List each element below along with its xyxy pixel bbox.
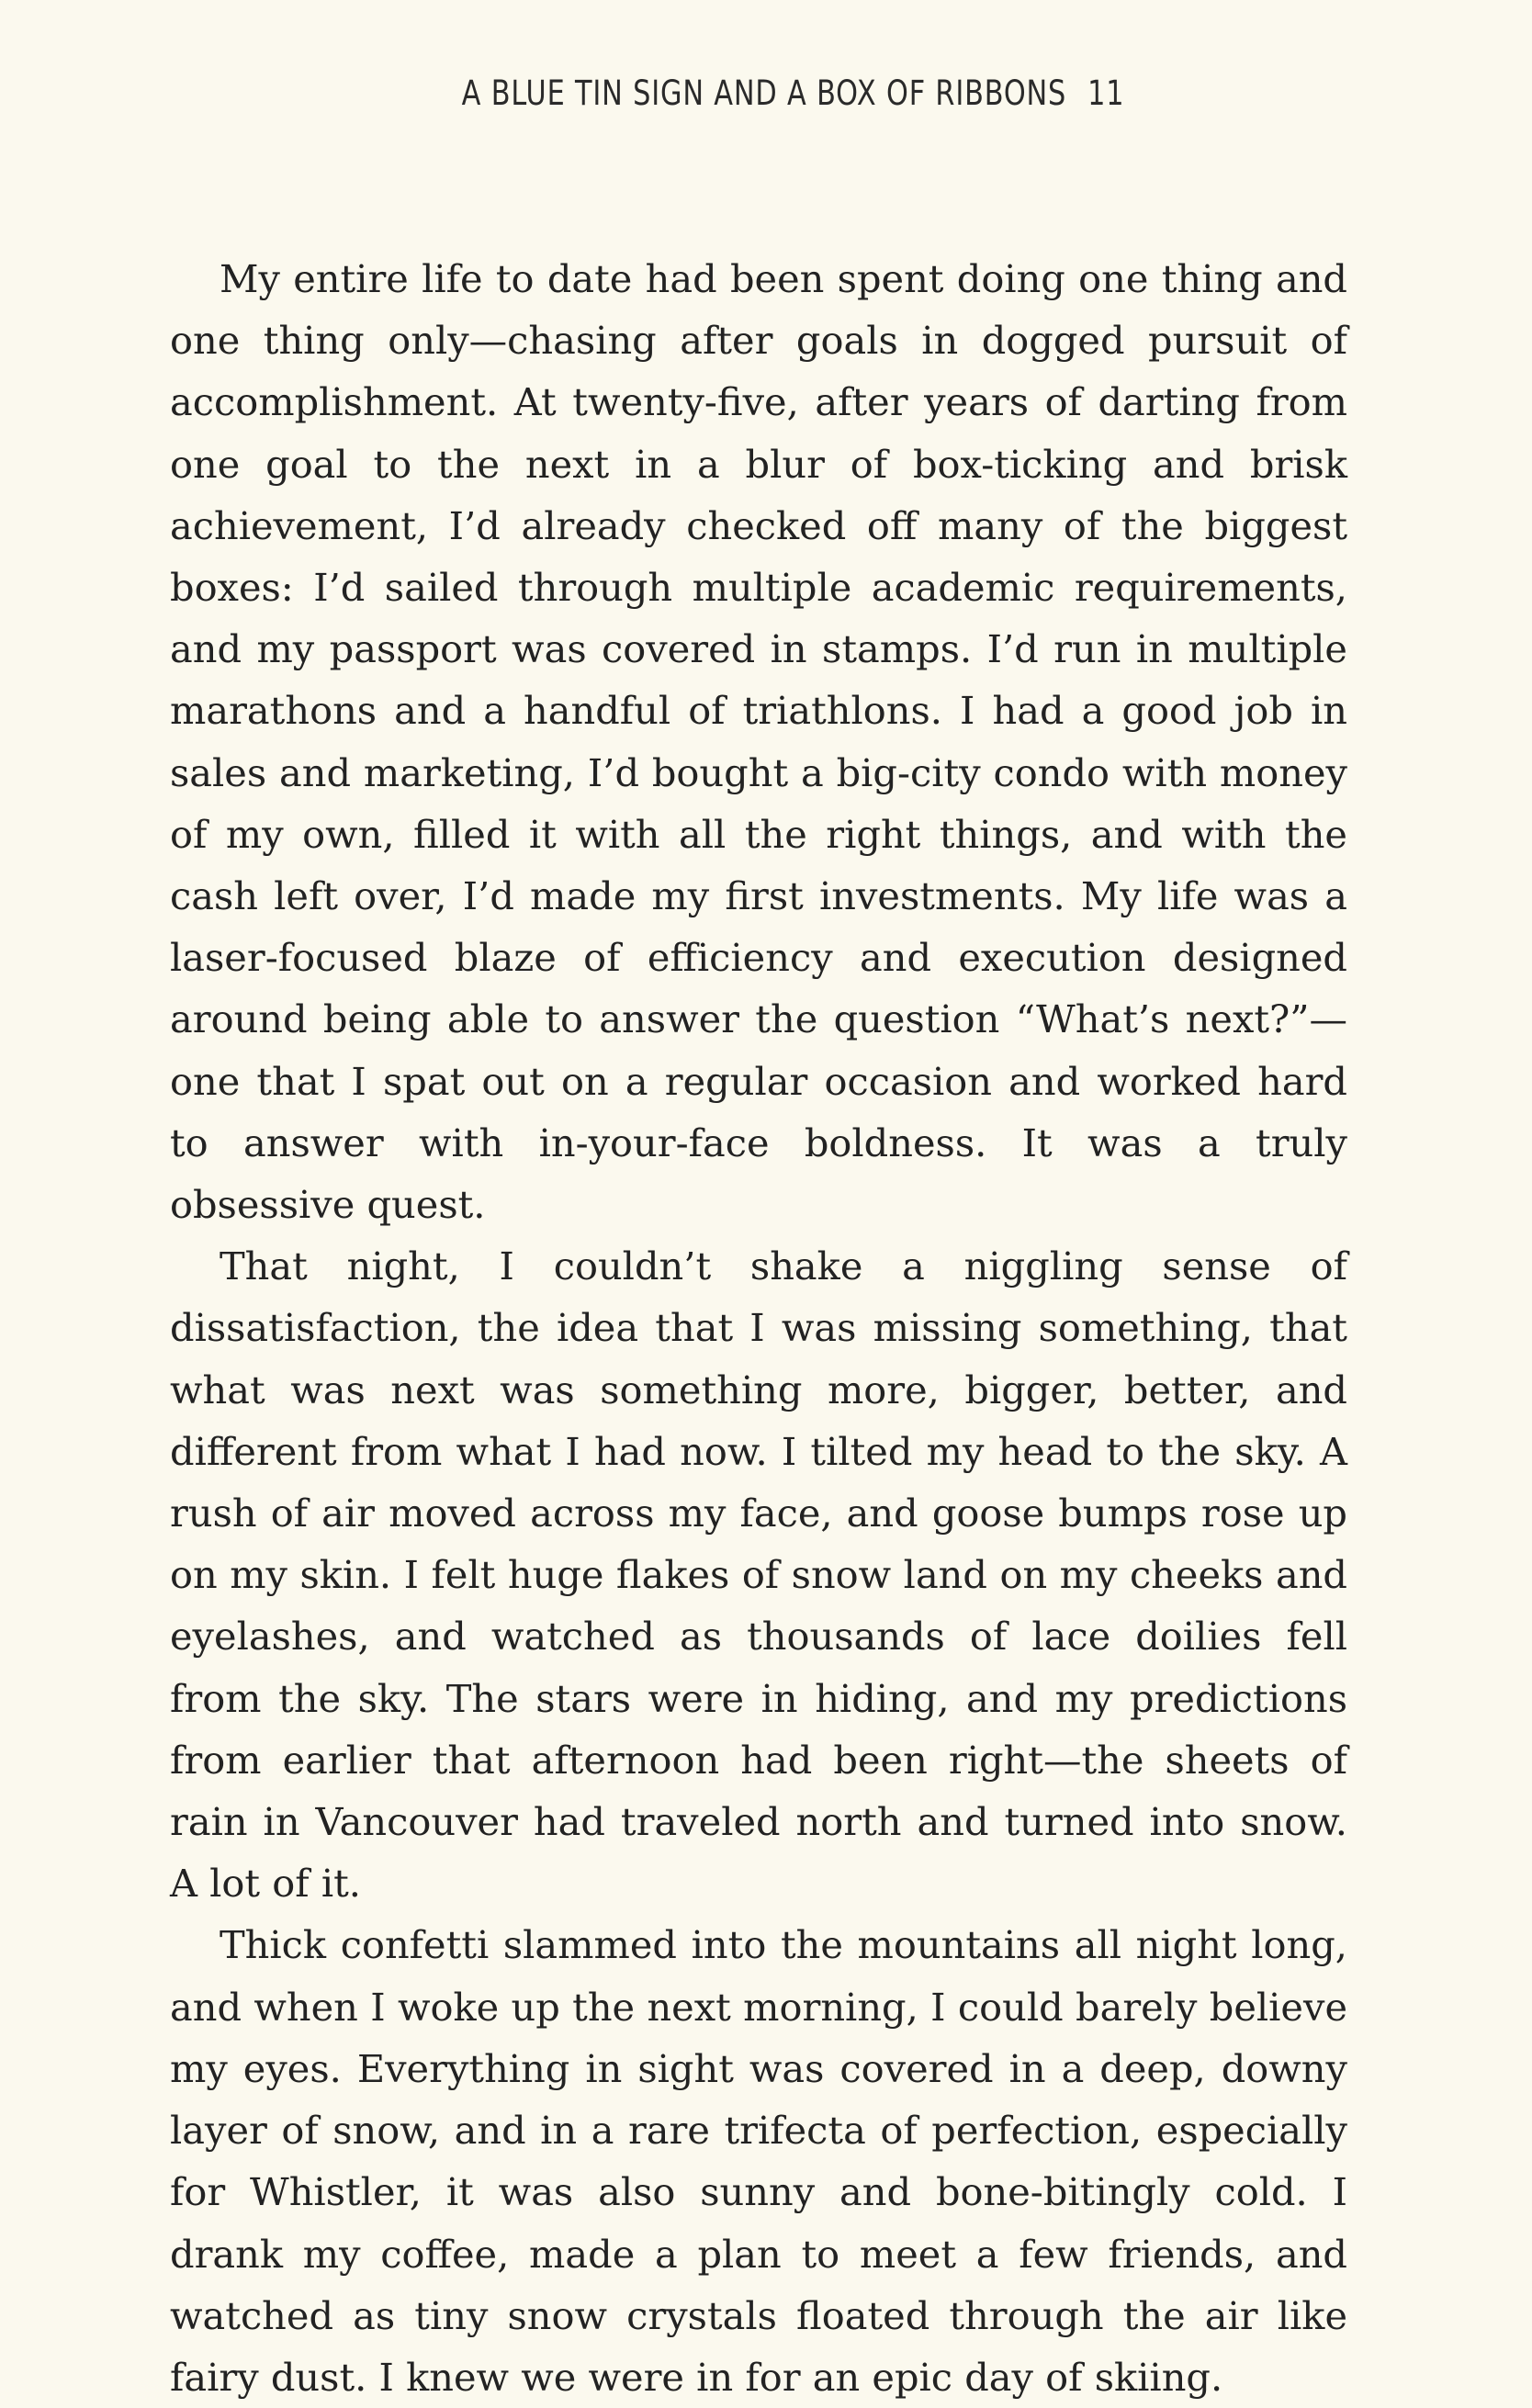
paragraph-3: Thick confetti slammed into the mountains all night long, and when I woke up the next morning, I could barely believe my eyes. Everything in sight was covered in a deep, downy layer of snow, and in a rare trifecta of perfection, especially for Whistler, it was also sunny and bone-bitingly cold. I drank my coffee, made a plan to meet a few friends, and watched as tiny snow crystals floated through the air like fairy dust. I knew we were in for an epic day of skiing.: [170, 1922, 1347, 2400]
chapter-title: A BLUE TIN SIGN AND A BOX OF RIBBONS: [461, 73, 1067, 113]
running-header: [138, 73, 1394, 113]
paragraph-1: My entire life to date had been spent doing one thing and one thing only—chasing after goals in dogged pursuit of accomplishment. At twenty-five, after years of darting from one goal to the next in a blur of box-ticking and brisk achievement, I’d already checked off many of the biggest boxes: I’d sailed through multiple academic requirements, and my passport was covered in stamps. I’d run in multiple marathons and a handful of triathlons. I had a good job in sales and marketing, I’d bought a big-city condo with money of my own, filled it with all the right things, and with the cash left over, I’d made my first investments. My life was a laser-focused blaze of efficiency and execution designed around being able to answer the question “What’s next?”—one that I spat out on a regular occasion and worked hard to answer with in-your-face boldness. It was a truly obsessive quest.: [170, 256, 1347, 1228]
paragraph-2: That night, I couldn’t shake a niggling sense of dissatisfaction, the idea that I was missing something, that what was next was something more, bigger, better, and different from what I had now. I tilted my head to the sky. A rush of air moved across my face, and goose bumps rose up on my skin. I felt huge flakes of snow land on my cheeks and eyelashes, and watched as thousands of lace doilies fell from the sky. The stars were in hiding, and my predictions from earlier that afternoon had been right—the sheets of rain in Vancouver had traveled north and turned into snow. A lot of it.: [170, 1243, 1347, 1907]
body-text: [170, 248, 1347, 2408]
page-number: 11: [1087, 73, 1125, 113]
